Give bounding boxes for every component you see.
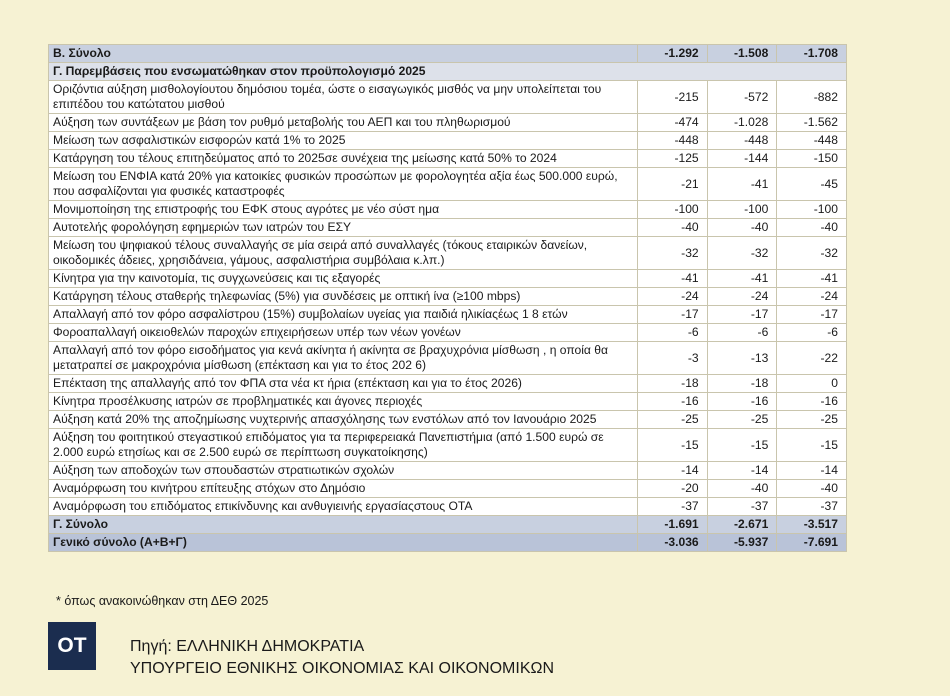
b-total-row xyxy=(49,45,847,63)
row-label: Αυτοτελής φορολόγηση εφημεριών των ιατρών του ΕΣΥ xyxy=(49,219,638,237)
table-row xyxy=(49,168,847,201)
row-value-2: -32 xyxy=(707,237,777,270)
row-value-2: -25 xyxy=(707,411,777,429)
row-label: Αναμόρφωση του κινήτρου επίτευξης στόχων στο Δημόσιο xyxy=(49,480,638,498)
row-value-2: -6 xyxy=(707,324,777,342)
table-row xyxy=(49,411,847,429)
row-value-2: -18 xyxy=(707,375,777,393)
table-row xyxy=(49,306,847,324)
table-row xyxy=(49,114,847,132)
g-total-v2: -2.671 xyxy=(707,516,777,534)
row-value-2: -572 xyxy=(707,81,777,114)
row-value-3: -22 xyxy=(777,342,847,375)
footnote: * όπως ανακοινώθηκαν στη ΔΕΘ 2025 xyxy=(56,594,269,608)
row-value-3: -32 xyxy=(777,237,847,270)
g-section-header-row xyxy=(49,63,847,81)
row-value-3: -37 xyxy=(777,498,847,516)
source-line-1: Πηγή: ΕΛΛΗΝΙΚΗ ΔΗΜΟΚΡΑΤΙΑ xyxy=(130,638,365,655)
row-value-1: -24 xyxy=(638,288,708,306)
grand-total-v3: -7.691 xyxy=(777,534,847,552)
row-value-1: -16 xyxy=(638,393,708,411)
row-label: Αύξηση του φοιτητικού στεγαστικού επιδόματος για τα περιφερειακά Πανεπιστήμια (από 1.500 ευρώ σε 2.000 ευρώ ετησίως και σε 2.500 ευρώ σε περίπτωση συγκατοίκησης) xyxy=(49,429,638,462)
row-value-3: -15 xyxy=(777,429,847,462)
table-row xyxy=(49,81,847,114)
row-value-3: -448 xyxy=(777,132,847,150)
budget-table xyxy=(48,44,847,552)
row-value-1: -41 xyxy=(638,270,708,288)
g-total-v3: -3.517 xyxy=(777,516,847,534)
row-label: Αύξηση κατά 20% της αποζημίωσης νυχτερινής απασχόλησης των ενστόλων από τον Ιανουάριο 2025 xyxy=(49,411,638,429)
row-label: Επέκταση της απαλλαγής από τον ΦΠΑ στα νέα κτ ήρια (επέκταση και για το έτος 2026) xyxy=(49,375,638,393)
table-row xyxy=(49,429,847,462)
table-row xyxy=(49,270,847,288)
source-block xyxy=(130,636,554,680)
row-value-3: -40 xyxy=(777,480,847,498)
row-value-2: -41 xyxy=(707,270,777,288)
row-value-2: -13 xyxy=(707,342,777,375)
row-value-2: -448 xyxy=(707,132,777,150)
row-value-1: -448 xyxy=(638,132,708,150)
row-value-3: 0 xyxy=(777,375,847,393)
row-label: Απαλλαγή από τον φόρο ασφαλίστρου (15%) συμβολαίων υγείας για παιδιά ηλικίαςέως 1 8 ετών xyxy=(49,306,638,324)
row-label: Απαλλαγή από τον φόρο εισοδήματος για κενά ακίνητα ή ακίνητα σε βραχυχρόνια μίσθωση , η οποία θα μετατραπεί σε μακροχρόνια μίσθωση (επέκταση και για το έτος 202 6) xyxy=(49,342,638,375)
row-label: Αύξηση των συντάξεων με βάση τον ρυθμό μεταβολής του ΑΕΠ και του πληθωρισμού xyxy=(49,114,638,132)
row-label: Κίνητρα για την καινοτομία, τις συγχωνεύσεις και τις εξαγορές xyxy=(49,270,638,288)
table-row xyxy=(49,342,847,375)
row-value-2: -40 xyxy=(707,480,777,498)
row-label: Αναμόρφωση του επιδόματος επικίνδυνης και ανθυγιεινής εργασίαςστους ΟΤΑ xyxy=(49,498,638,516)
row-value-1: -25 xyxy=(638,411,708,429)
row-value-3: -17 xyxy=(777,306,847,324)
row-label: Μείωση των ασφαλιστικών εισφορών κατά 1% το 2025 xyxy=(49,132,638,150)
row-value-1: -32 xyxy=(638,237,708,270)
row-value-1: -37 xyxy=(638,498,708,516)
budget-table-container xyxy=(48,44,847,552)
row-value-1: -100 xyxy=(638,201,708,219)
table-row xyxy=(49,480,847,498)
g-total-v1: -1.691 xyxy=(638,516,708,534)
table-row xyxy=(49,132,847,150)
row-value-1: -3 xyxy=(638,342,708,375)
table-row xyxy=(49,288,847,306)
row-value-1: -14 xyxy=(638,462,708,480)
table-row xyxy=(49,237,847,270)
row-value-2: -17 xyxy=(707,306,777,324)
row-value-1: -20 xyxy=(638,480,708,498)
table-row xyxy=(49,219,847,237)
b-total-label: Β. Σύνολο xyxy=(49,45,638,63)
row-value-1: -474 xyxy=(638,114,708,132)
row-value-3: -6 xyxy=(777,324,847,342)
row-value-2: -37 xyxy=(707,498,777,516)
table-row xyxy=(49,150,847,168)
row-value-2: -16 xyxy=(707,393,777,411)
b-total-v2: -1.508 xyxy=(707,45,777,63)
grand-total-row xyxy=(49,534,847,552)
row-value-1: -6 xyxy=(638,324,708,342)
row-value-1: -18 xyxy=(638,375,708,393)
row-value-3: -16 xyxy=(777,393,847,411)
g-total-row xyxy=(49,516,847,534)
row-value-2: -14 xyxy=(707,462,777,480)
row-value-3: -25 xyxy=(777,411,847,429)
row-value-3: -40 xyxy=(777,219,847,237)
row-value-2: -15 xyxy=(707,429,777,462)
row-value-3: -45 xyxy=(777,168,847,201)
row-label: Μείωση του ΕΝΦΙΑ κατά 20% για κατοικίες φυσικών προσώπων με φορολογητέα αξία έως 500.000 ευρώ, που ασφαλίζονται για φυσικές καταστροφές xyxy=(49,168,638,201)
row-value-2: -40 xyxy=(707,219,777,237)
table-row xyxy=(49,498,847,516)
row-value-2: -144 xyxy=(707,150,777,168)
g-section-header: Γ. Παρεμβάσεις που ενσωματώθηκαν στον προϋπολογισμό 2025 xyxy=(49,63,847,81)
row-label: Κατάργηση τέλους σταθερής τηλεφωνίας (5%) για συνδέσεις με οπτική ίνα (≥100 mbps) xyxy=(49,288,638,306)
row-value-1: -15 xyxy=(638,429,708,462)
row-value-1: -125 xyxy=(638,150,708,168)
row-label: Μείωση του ψηφιακού τέλους συναλλαγής σε μία σειρά από συναλλαγές (τόκους εταιρικών δανείων, οικοδομικές άδειες, χρησιδάνεια, γάμους, ασφαλιστήρια συμβόλαια κ.λπ.) xyxy=(49,237,638,270)
row-value-3: -24 xyxy=(777,288,847,306)
row-label: Κατάργηση του τέλους επιτηδεύματος από το 2025σε συνέχεια της μείωσης κατά 50% το 2024 xyxy=(49,150,638,168)
row-label: Οριζόντια αύξηση μισθολογίουτου δημόσιου τομέα, ώστε ο εισαγωγικός μισθός να μην υπολείπεται του επιπέδου του κατώτατου μισθού xyxy=(49,81,638,114)
row-label: Μονιμοποίηση της επιστροφής του ΕΦΚ στους αγρότες με νέο σύστ ημα xyxy=(49,201,638,219)
row-value-1: -21 xyxy=(638,168,708,201)
row-label: Κίνητρα προσέλκυσης ιατρών σε προβληματικές και άγονες περιοχές xyxy=(49,393,638,411)
grand-total-v1: -3.036 xyxy=(638,534,708,552)
row-value-2: -1.028 xyxy=(707,114,777,132)
row-value-1: -40 xyxy=(638,219,708,237)
g-total-label: Γ. Σύνολο xyxy=(49,516,638,534)
row-value-2: -100 xyxy=(707,201,777,219)
b-total-v1: -1.292 xyxy=(638,45,708,63)
b-total-v3: -1.708 xyxy=(777,45,847,63)
row-label: Αύξηση των αποδοχών των σπουδαστών στρατιωτικών σχολών xyxy=(49,462,638,480)
row-value-3: -150 xyxy=(777,150,847,168)
ot-logo: ΟΤ xyxy=(48,622,96,670)
row-value-1: -17 xyxy=(638,306,708,324)
row-value-3: -14 xyxy=(777,462,847,480)
table-row xyxy=(49,201,847,219)
row-value-3: -100 xyxy=(777,201,847,219)
row-value-1: -215 xyxy=(638,81,708,114)
grand-total-v2: -5.937 xyxy=(707,534,777,552)
row-value-2: -24 xyxy=(707,288,777,306)
grand-total-label: Γενικό σύνολο (Α+Β+Γ) xyxy=(49,534,638,552)
table-row xyxy=(49,324,847,342)
row-value-3: -882 xyxy=(777,81,847,114)
source-line-2: ΥΠΟΥΡΓΕΙΟ ΕΘΝΙΚΗΣ ΟΙΚΟΝΟΜΙΑΣ ΚΑΙ ΟΙΚΟΝΟΜΙΚΩΝ xyxy=(130,660,555,677)
row-value-3: -41 xyxy=(777,270,847,288)
table-row xyxy=(49,375,847,393)
table-row xyxy=(49,462,847,480)
table-row xyxy=(49,393,847,411)
row-value-3: -1.562 xyxy=(777,114,847,132)
row-value-2: -41 xyxy=(707,168,777,201)
row-label: Φοροαπαλλαγή οικειοθελών παροχών επιχειρήσεων υπέρ των νέων γονέων xyxy=(49,324,638,342)
